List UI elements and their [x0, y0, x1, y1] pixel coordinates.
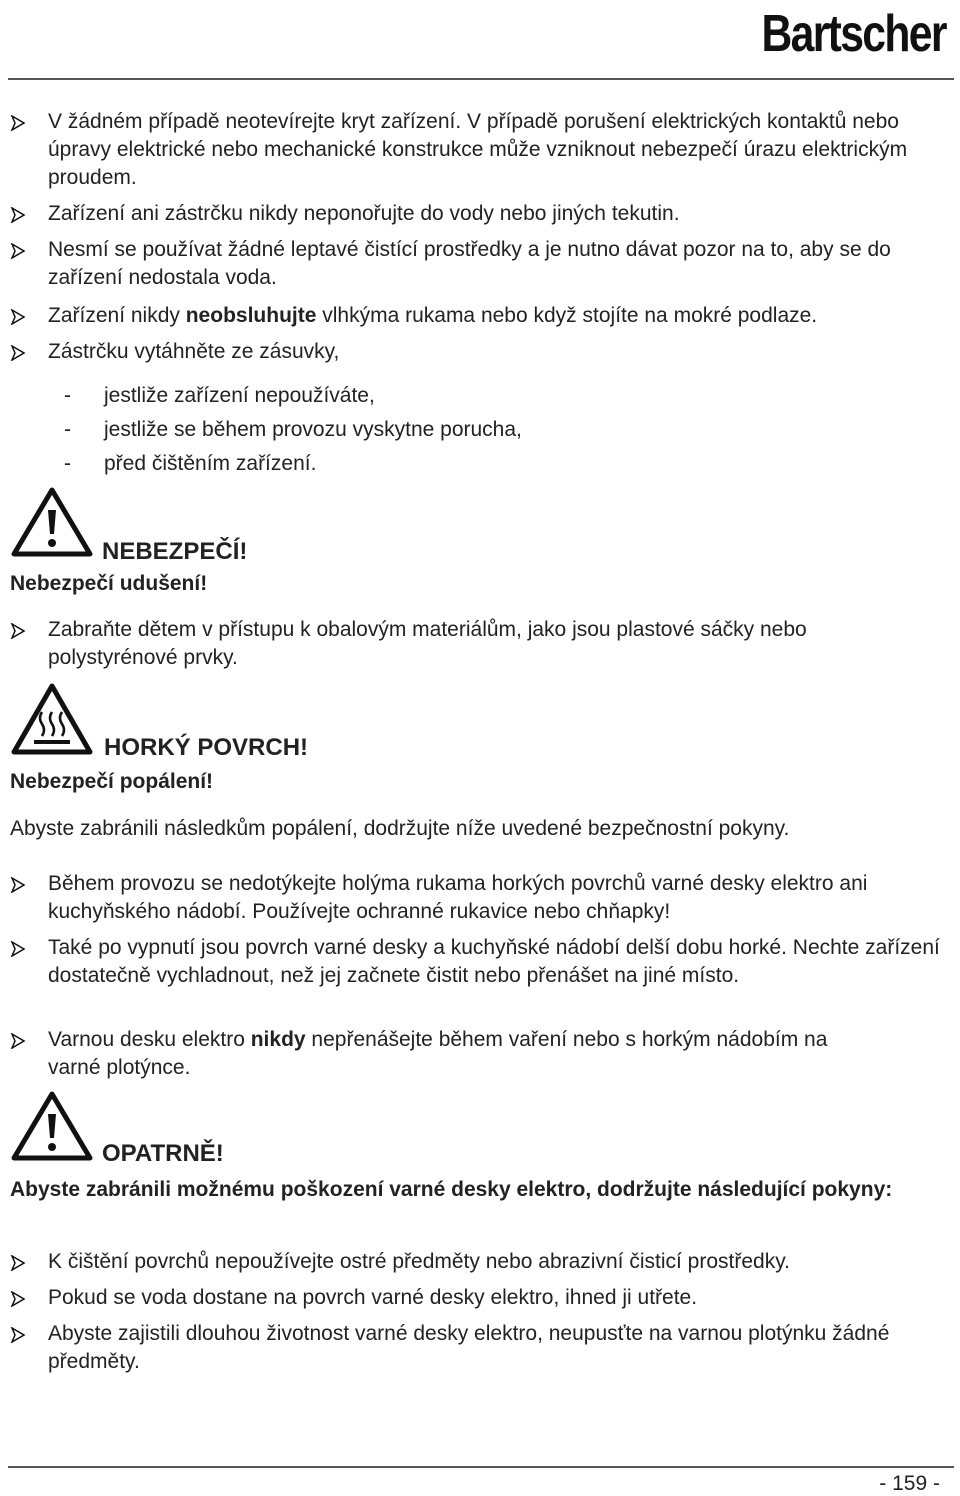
hot-surface-icon: [10, 682, 94, 756]
header-divider: [8, 78, 954, 80]
hot-title: HORKÝ POVRCH!: [104, 734, 309, 761]
arrow-bullet-icon: [10, 115, 26, 131]
caution-title: OPATRNĚ!: [102, 1140, 224, 1167]
arrow-bullet-icon: [10, 309, 26, 325]
arrow-bullet-icon: [10, 345, 26, 361]
arrow-bullet-icon: [10, 877, 26, 893]
warning-exclamation-icon: [10, 1090, 94, 1162]
arrow-bullet-icon: [10, 1033, 26, 1049]
arrow-bullet-icon: [10, 623, 26, 639]
arrow-bullet-icon: [10, 941, 26, 957]
danger-title: NEBEZPEČÍ!: [102, 538, 248, 565]
footer-divider: [8, 1466, 954, 1468]
hot-subtitle: Nebezpečí popálení!: [10, 770, 214, 793]
arrow-bullet-icon: [10, 1291, 26, 1307]
page-number: - 159 -: [879, 1472, 940, 1495]
hot-intro: Abyste zabránili následkům popálení, dodržujte níže uvedené bezpečnostní pokyny.: [10, 817, 790, 840]
brand-logo: Bartscher: [761, 5, 946, 63]
caution-subtitle: Abyste zabránili možnému poškození varné desky elektro, dodržujte následující pokyny:: [10, 1178, 893, 1201]
arrow-bullet-icon: [10, 207, 26, 223]
arrow-bullet-icon: [10, 243, 26, 259]
danger-subtitle: Nebezpečí udušení!: [10, 572, 208, 595]
arrow-bullet-icon: [10, 1255, 26, 1271]
arrow-bullet-icon: [10, 1327, 26, 1343]
warning-exclamation-icon: [10, 486, 94, 558]
